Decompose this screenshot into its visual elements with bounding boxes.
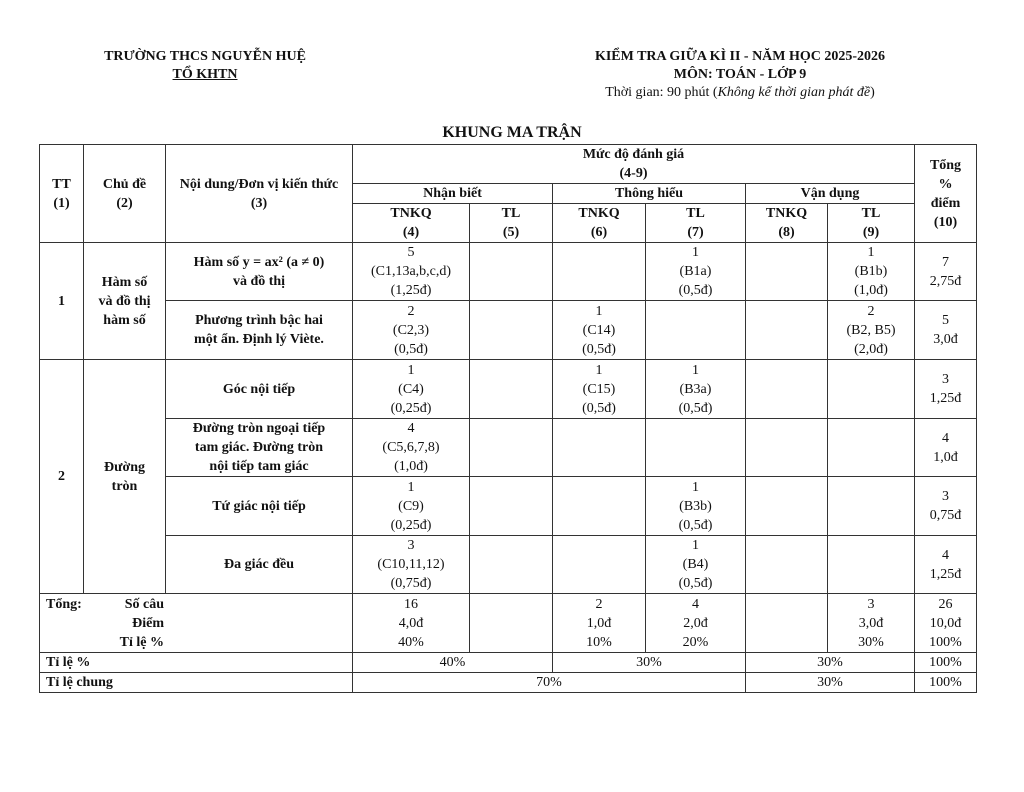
cell bbox=[646, 301, 746, 360]
cell: 3 1,25đ bbox=[915, 360, 977, 419]
cell bbox=[470, 419, 553, 477]
group-tt: 2 bbox=[40, 360, 84, 594]
group-tt: 1 bbox=[40, 243, 84, 360]
cell bbox=[553, 243, 646, 301]
cell: 1 (B3b) (0,5đ) bbox=[646, 477, 746, 536]
table-row bbox=[40, 419, 977, 477]
cell bbox=[828, 360, 915, 419]
col-van-dung: Vận dụng bbox=[746, 184, 915, 204]
col-topic: Chủ đề (2) bbox=[84, 145, 166, 243]
col-total: Tổng % điểm (10) bbox=[915, 145, 977, 243]
cell: 1 (C4) (0,25đ) bbox=[353, 360, 470, 419]
col-4: TNKQ (4) bbox=[353, 204, 470, 243]
ratio-total: 100% bbox=[915, 653, 977, 673]
cell bbox=[746, 360, 828, 419]
table-row bbox=[40, 243, 977, 301]
totals-row bbox=[40, 594, 977, 653]
cell bbox=[553, 536, 646, 594]
cell bbox=[470, 301, 553, 360]
cell bbox=[746, 419, 828, 477]
cell bbox=[470, 536, 553, 594]
ratio-row bbox=[40, 653, 977, 673]
school-name: TRƯỜNG THCS NGUYỄN HUỆ bbox=[104, 49, 306, 64]
cell: 3 0,75đ bbox=[915, 477, 977, 536]
cell: 7 2,75đ bbox=[915, 243, 977, 301]
cell: 2 (C2,3) (0,5đ) bbox=[353, 301, 470, 360]
table-row bbox=[40, 360, 977, 419]
cell: 4 (C5,6,7,8) (1,0đ) bbox=[353, 419, 470, 477]
ratio-th: 30% bbox=[553, 653, 746, 673]
cell: 2 (B2, B5) (2,0đ) bbox=[828, 301, 915, 360]
cell: 1 (B1a) (0,5đ) bbox=[646, 243, 746, 301]
content-cell: Hàm số y = ax² (a ≠ 0) và đồ thị bbox=[166, 243, 353, 301]
overall-left: 70% bbox=[353, 673, 746, 693]
overall-label: Tỉ lệ chung bbox=[40, 673, 353, 693]
cell bbox=[646, 419, 746, 477]
col-level: Mức độ đánh giá (4-9) bbox=[353, 145, 915, 184]
cell bbox=[746, 301, 828, 360]
col-nhan-biet: Nhận biết bbox=[353, 184, 553, 204]
page-title: KHUNG MA TRẬN bbox=[442, 124, 582, 141]
time-note: Không kể thời gian phát đề bbox=[717, 85, 871, 100]
cell: 1 (B1b) (1,0đ) bbox=[828, 243, 915, 301]
cell bbox=[746, 536, 828, 594]
cell: 1 (B4) (0,5đ) bbox=[646, 536, 746, 594]
cell bbox=[553, 477, 646, 536]
col-8: TNKQ (8) bbox=[746, 204, 828, 243]
group-topic: Đường tròn bbox=[84, 360, 166, 594]
cell bbox=[470, 594, 553, 653]
matrix-table bbox=[39, 144, 977, 693]
overall-row bbox=[40, 673, 977, 693]
cell: 4 1,0đ bbox=[915, 419, 977, 477]
col-9: TL (9) bbox=[828, 204, 915, 243]
overall-total: 100% bbox=[915, 673, 977, 693]
totals-label: Tổng: Số câu Điểm Tỉ lệ % bbox=[40, 594, 353, 653]
subject-line: MÔN: TOÁN - LỚP 9 bbox=[673, 67, 807, 82]
cell bbox=[470, 243, 553, 301]
cell bbox=[828, 477, 915, 536]
cell: 5 (C1,13a,b,c,d) (1,25đ) bbox=[353, 243, 470, 301]
cell: 1 (C15) (0,5đ) bbox=[553, 360, 646, 419]
cell: 2 1,0đ 10% bbox=[553, 594, 646, 653]
ratio-vd: 30% bbox=[746, 653, 915, 673]
col-thong-hieu: Thông hiểu bbox=[553, 184, 746, 204]
cell bbox=[828, 536, 915, 594]
cell bbox=[470, 477, 553, 536]
table-row bbox=[40, 301, 977, 360]
cell: 16 4,0đ 40% bbox=[353, 594, 470, 653]
group-topic: Hàm số và đồ thị hàm số bbox=[84, 243, 166, 360]
cell bbox=[828, 419, 915, 477]
col-content: Nội dung/Đơn vị kiến thức (3) bbox=[166, 145, 353, 243]
cell: 4 1,25đ bbox=[915, 536, 977, 594]
col-7: TL (7) bbox=[646, 204, 746, 243]
cell: 3 3,0đ 30% bbox=[828, 594, 915, 653]
cell bbox=[746, 594, 828, 653]
cell: 1 (C9) (0,25đ) bbox=[353, 477, 470, 536]
content-cell: Đa giác đều bbox=[166, 536, 353, 594]
cell: 1 (B3a) (0,5đ) bbox=[646, 360, 746, 419]
ratio-label: Tỉ lệ % bbox=[40, 653, 353, 673]
table-row bbox=[40, 536, 977, 594]
cell bbox=[746, 243, 828, 301]
col-tt: TT (1) bbox=[40, 145, 84, 243]
exam-header bbox=[530, 48, 950, 102]
table-row bbox=[40, 477, 977, 536]
cell: 1 (C14) (0,5đ) bbox=[553, 301, 646, 360]
time-line: Thời gian: 90 phút (Không kể thời gian phát đề) bbox=[605, 85, 875, 100]
content-cell: Tứ giác nội tiếp bbox=[166, 477, 353, 536]
cell bbox=[553, 419, 646, 477]
exam-title: KIỂM TRA GIỮA KÌ II - NĂM HỌC 2025-2026 bbox=[594, 49, 886, 64]
department-name: TỔ KHTN bbox=[172, 67, 238, 82]
content-cell: Góc nội tiếp bbox=[166, 360, 353, 419]
cell: 26 10,0đ 100% bbox=[915, 594, 977, 653]
ratio-nb: 40% bbox=[353, 653, 553, 673]
cell bbox=[470, 360, 553, 419]
col-6: TNKQ (6) bbox=[553, 204, 646, 243]
school-header bbox=[60, 48, 350, 84]
cell: 3 (C10,11,12) (0,75đ) bbox=[353, 536, 470, 594]
col-5: TL (5) bbox=[470, 204, 553, 243]
cell bbox=[746, 477, 828, 536]
content-cell: Đường tròn ngoại tiếp tam giác. Đường tròn nội tiếp tam giác bbox=[166, 419, 353, 477]
overall-right: 30% bbox=[746, 673, 915, 693]
cell: 4 2,0đ 20% bbox=[646, 594, 746, 653]
cell: 5 3,0đ bbox=[915, 301, 977, 360]
content-cell: Phương trình bậc hai một ẩn. Định lý Viète. bbox=[166, 301, 353, 360]
